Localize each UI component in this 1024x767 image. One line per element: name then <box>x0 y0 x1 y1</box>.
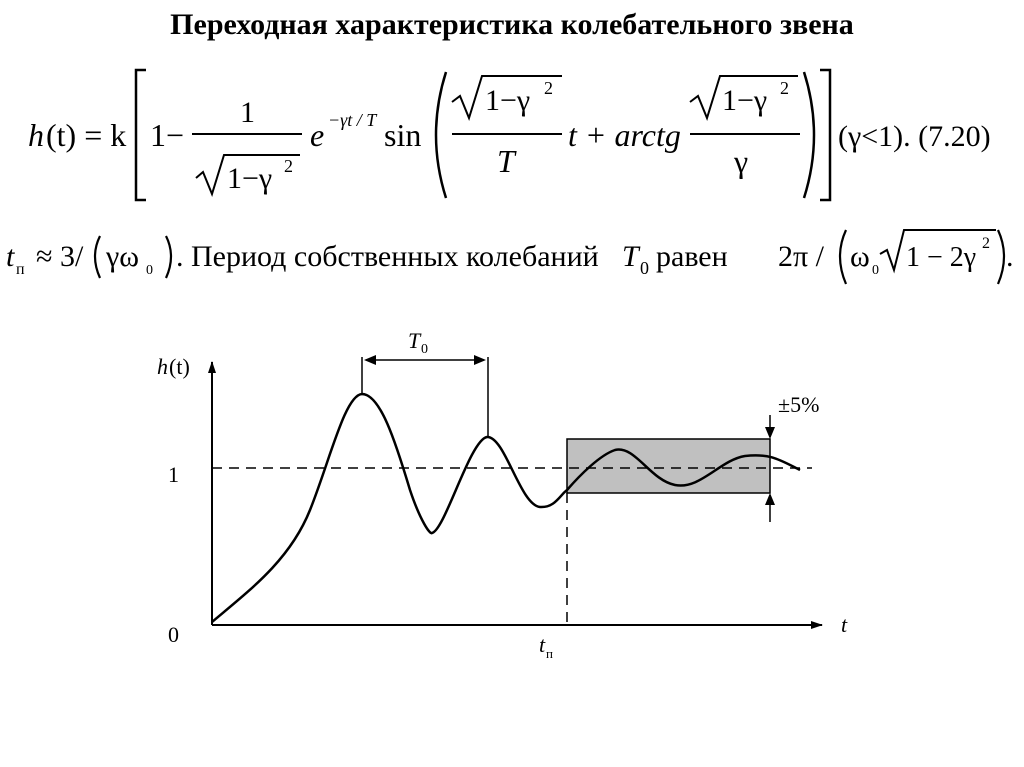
t0-arrow-right <box>474 355 486 365</box>
tp-omega-sub0: 0 <box>872 263 879 278</box>
band-label: ±5% <box>778 392 820 417</box>
tp-sentence2: равен <box>656 240 728 273</box>
y-axis-label-h: h <box>157 354 168 379</box>
t0-label: T <box>408 328 421 353</box>
tp-root-body: 1 − 2γ <box>906 242 977 273</box>
formula-lhs: (t) = k <box>46 117 127 153</box>
formula-h: h <box>28 117 44 153</box>
tp-T-sub0: 0 <box>640 258 649 278</box>
tp-approx: ≈ 3/ <box>36 240 84 273</box>
tp-sentence: . Период собственных колебаний <box>176 240 599 273</box>
formula-sqrt-body-3: 1−γ <box>722 84 768 117</box>
page-title: Переходная характеристика колебательного звена <box>170 8 854 41</box>
formula-arg-den: T <box>497 143 515 179</box>
y-axis-label-t: (t) <box>169 354 190 379</box>
formula-sqrt-body-2: 1−γ <box>485 84 531 117</box>
tp-sub0: 0 <box>146 263 153 278</box>
formula-gamma: γ <box>734 143 749 179</box>
tp-root-sup: 2 <box>982 235 990 252</box>
formula-condition: (γ<1). (7.20) <box>838 120 991 153</box>
tp-omega: ω <box>850 240 870 273</box>
tp-two-pi: 2π / <box>778 240 824 273</box>
band-arrow-top <box>765 427 775 439</box>
formula-sin: sin <box>384 117 422 153</box>
origin-label: 0 <box>168 622 179 647</box>
tolerance-band <box>567 439 770 493</box>
tp-t: t <box>6 240 15 273</box>
formula-sup-2: 2 <box>544 78 553 98</box>
tp-sub-p: п <box>16 261 25 278</box>
t0-label-sub: 0 <box>421 342 428 357</box>
formula-exp-power: −γt / T <box>328 110 377 130</box>
tp-gw: γω <box>106 240 140 273</box>
formula-sup-3: 2 <box>780 78 789 98</box>
formula-sqrt-body-1: 1−γ <box>227 162 273 195</box>
response-curve <box>212 394 800 622</box>
formula-sup-1: 2 <box>284 156 293 176</box>
formula-t-plus: t + arctg <box>568 117 681 153</box>
tp-dot: . <box>1006 240 1014 273</box>
tp-axis-label: t <box>539 632 546 657</box>
formula-frac-num: 1 <box>240 96 255 129</box>
x-axis-label: t <box>841 612 848 637</box>
t0-arrow-left <box>364 355 376 365</box>
tp-T: T <box>622 240 639 273</box>
formula-one-minus: 1− <box>150 117 185 153</box>
y-tick-one: 1 <box>168 462 179 487</box>
formula-exp-base: e <box>310 117 325 153</box>
band-arrow-bottom <box>765 493 775 505</box>
tp-axis-label-sub: п <box>546 646 553 661</box>
